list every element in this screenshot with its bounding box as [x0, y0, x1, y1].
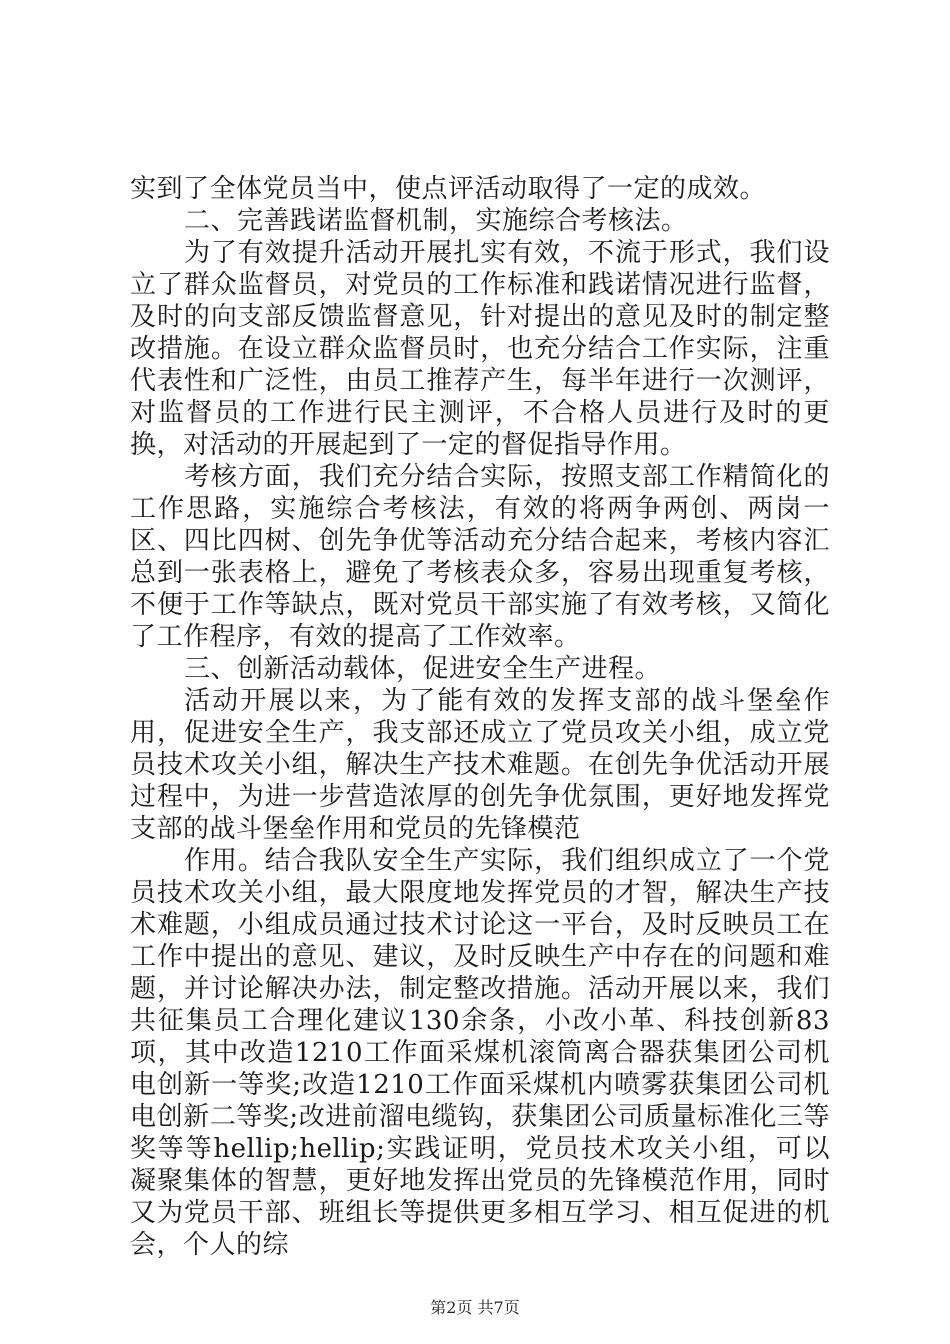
- section-heading-3: 三、创新活动载体，促进安全生产进程。: [184, 654, 662, 684]
- paragraph-assessment: 考核方面，我们充分结合实际，按照支部工作精简化的工作思路，实施综合考核法，有效的将两争两创、两岗一区、四比四树、创先争优等活动充分结合起来，考核内容汇总到一张表格上，避免了考核表众多，容易出现重复考核，不便于工作等缺点，既对党员干部实施了有效考核，又简化了工作程序，有效的提高了工作效率。: [130, 462, 830, 652]
- paragraph-supervision: 为了有效提升活动开展扎实有效，不流于形式，我们设立了群众监督员，对党员的工作标准和践诺情况进行监督，及时的向支部反馈监督意见，针对提出的意见及时的制定整改措施。在设立群众监督员时，也充分结合工作实际，注重代表性和广泛性，由员工推荐产生，每半年进行一次测评，对监督员的工作进行民主测评，不合格人员进行及时的更换，对活动的开展起到了一定的督促指导作用。: [130, 238, 830, 460]
- paragraph-tech-team: 作用。结合我队安全生产实际，我们组织成立了一个党员技术攻关小组，最大限度地发挥党员的才智，解决生产技术难题，小组成员通过技术讨论这一平台，及时反映员工在工作中提出的意见、建议，及时反映生产中存在的问题和难题，并讨论解决办法，制定整改措施。活动开展以来，我们共征集员工合理化建议130余条，小改小革、科技创新83项，其中改造1210工作面采煤机滚筒离合器获集团公司机电创新一等奖;改造1210工作面采煤机内喷雾获集团公司机电创新二等奖;改进前溜电缆钩，获集团公司质量标准化三等奖等等hellip;hellip;实践证明，党员技术攻关小组，可以凝聚集体的智慧，更好地发挥出党员的先锋模范作用，同时又为党员干部、班组长等提供更多相互学习、相互促进的机会，个人的综: [130, 846, 830, 1260]
- document-body: [130, 173, 830, 1261]
- paragraph-activity: 活动开展以来，为了能有效的发挥支部的战斗堡垒作用，促进安全生产，我支部还成立了党员攻关小组，成立党员技术攻关小组，解决生产技术难题。在创先争优活动开展过程中，为进一步营造浓厚的创先争优氛围，更好地发挥党支部的战斗堡垒作用和党员的先锋模范: [130, 686, 830, 844]
- page-number-footer: 第2页 共7页: [430, 1298, 520, 1317]
- paragraph-1: 实到了全体党员当中，使点评活动取得了一定的成效。: [130, 174, 767, 204]
- section-heading-2: 二、完善践诺监督机制，实施综合考核法。: [184, 206, 688, 236]
